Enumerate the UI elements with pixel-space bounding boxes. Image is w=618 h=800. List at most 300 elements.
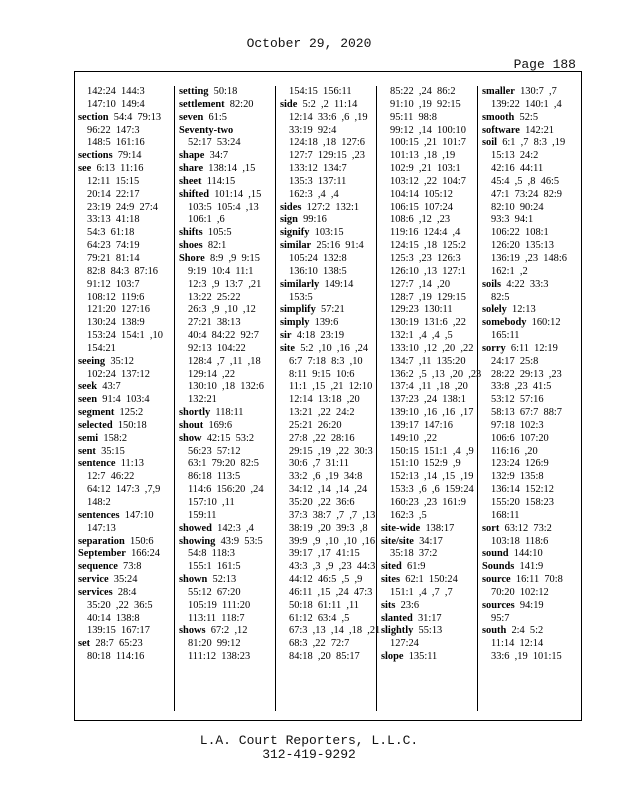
index-continuation: 165:11 — [491, 330, 520, 342]
index-entry — [280, 304, 380, 317]
index-entry — [381, 613, 481, 626]
index-continuation: 134:7 ,11 135:20 — [390, 355, 466, 367]
index-continuation: 157:10 ,11 — [188, 497, 235, 508]
index-term: sorry — [482, 342, 506, 354]
index-entry — [381, 523, 481, 536]
index-continuation: 35:20 ,22 36:6 — [289, 497, 355, 508]
index-entry — [78, 587, 178, 600]
page-line-refs: 16:11 70:8 — [510, 574, 563, 586]
index-continuation: 44:12 46:5 ,5 ,9 — [289, 574, 363, 586]
index-term: Seventy-two — [179, 124, 234, 136]
index-continuation: 11:1 ,15 ,21 12:10 — [289, 381, 373, 393]
index-entry — [280, 240, 380, 253]
page-line-refs: 99:16 — [297, 214, 327, 226]
page-line-refs: 127:2 132:1 — [301, 201, 360, 213]
index-entry — [78, 433, 178, 446]
page-line-refs: 138:17 — [420, 522, 455, 534]
index-continuation: 154:15 156:11 — [289, 86, 352, 97]
page-line-refs: 8:9 ,9 9:15 — [204, 252, 260, 264]
index-continuation: 37:3 38:7 ,7 ,7 ,13 — [289, 509, 376, 521]
index-continuation: 64:12 147:3 ,7,9 — [87, 484, 161, 496]
index-term: semi — [78, 432, 99, 444]
index-term: soils — [482, 278, 502, 290]
index-continuation: 155:20 158:23 — [491, 497, 554, 508]
page-line-refs: 101:14 ,15 — [209, 188, 262, 200]
index-term: sentence — [78, 458, 116, 470]
index-entry — [179, 523, 279, 536]
index-entry — [482, 343, 582, 356]
page-line-refs: 82:1 — [202, 240, 227, 252]
index-continuation: 96:22 147:3 — [87, 124, 140, 136]
index-continuation: 102:24 137:12 — [87, 368, 150, 380]
index-continuation: 6:7 7:18 8:3 ,10 — [289, 355, 363, 367]
index-entry — [381, 651, 481, 664]
index-term: show — [179, 432, 202, 444]
page-line-refs: 142:21 — [519, 124, 554, 136]
index-term: simply — [280, 317, 310, 329]
index-term: sources — [482, 599, 515, 611]
index-term: similar — [280, 240, 312, 252]
index-entry — [78, 510, 178, 523]
index-continuation: 35:18 37:2 — [390, 548, 438, 560]
page-line-refs: 52:13 — [207, 574, 237, 586]
index-continuation: 103:5 105:4 ,13 — [188, 201, 259, 213]
index-continuation: 47:1 73:24 82:9 — [491, 188, 563, 200]
index-term: signify — [280, 227, 310, 239]
index-entry — [381, 561, 481, 574]
index-column-1 — [78, 86, 178, 711]
index-continuation: 106:6 107:20 — [491, 432, 549, 444]
index-continuation: 34:12 ,14 ,14 ,24 — [289, 484, 368, 496]
index-entry — [280, 227, 380, 240]
index-column-2 — [179, 86, 279, 711]
index-continuation: 124:18 ,18 127:6 — [289, 137, 365, 149]
index-entry — [482, 125, 582, 138]
index-entry — [280, 214, 380, 227]
index-entry — [78, 112, 178, 125]
page-line-refs: 4:18 23:19 — [291, 330, 345, 342]
index-entry — [78, 407, 178, 420]
index-continuation: 125:3 ,23 126:3 — [390, 252, 461, 264]
index-continuation: 99:12 ,14 100:10 — [390, 124, 466, 136]
index-entry — [179, 227, 279, 240]
index-continuation: 139:15 167:17 — [87, 625, 150, 637]
index-continuation: 114:6 156:20 ,24 — [188, 484, 264, 496]
index-term: shortly — [179, 407, 211, 419]
index-continuation: 91:12 103:7 — [87, 278, 140, 290]
index-entry — [482, 86, 582, 99]
index-continuation: 103:12 ,22 104:7 — [390, 175, 466, 187]
page-line-refs: 158:2 — [98, 432, 128, 444]
index-term: see — [78, 163, 92, 175]
index-continuation: 43:3 ,3 ,9 ,23 44:3 — [289, 561, 376, 573]
index-continuation: 42:16 44:11 — [491, 163, 544, 175]
index-entry — [482, 304, 582, 317]
index-entry — [78, 536, 178, 549]
index-continuation: 147:10 149:4 — [87, 98, 145, 110]
index-term: seek — [78, 381, 98, 393]
index-entry — [179, 253, 279, 266]
index-continuation: 95:11 98:8 — [390, 111, 437, 123]
index-term: segment — [78, 407, 115, 419]
index-continuation: 148:5 161:16 — [87, 137, 145, 149]
index-continuation: 13:22 25:22 — [188, 291, 241, 303]
index-continuation: 130:10 ,18 132:6 — [188, 381, 264, 393]
index-term: Shore — [179, 252, 205, 264]
index-continuation: 46:11 ,15 ,24 47:3 — [289, 586, 373, 598]
index-continuation: 68:3 ,22 72:7 — [289, 638, 350, 650]
index-continuation: 95:7 — [491, 612, 510, 624]
index-continuation: 126:10 ,13 127:1 — [390, 265, 466, 277]
index-continuation: 70:20 102:12 — [491, 586, 549, 598]
index-entry — [78, 458, 178, 471]
index-continuation: 82:8 84:3 87:16 — [87, 265, 159, 277]
page-line-refs: 6:1 ,7 8:3 ,19 — [497, 137, 566, 149]
page-line-refs: 5:2 ,10 ,16 ,24 — [295, 342, 369, 354]
index-entry — [179, 163, 279, 176]
index-continuation: 12:7 46:22 — [87, 471, 135, 483]
index-term: software — [482, 124, 520, 136]
page-line-refs: 5:2 ,2 11:14 — [297, 98, 358, 110]
index-entry — [280, 99, 380, 112]
index-continuation: 168:11 — [491, 509, 520, 521]
index-continuation: 40:4 84:22 92:7 — [188, 330, 260, 342]
page-line-refs: 12:13 — [506, 304, 536, 316]
page-line-refs: 54:4 79:13 — [108, 111, 162, 123]
index-continuation: 27:21 38:13 — [188, 317, 241, 329]
index-continuation: 84:18 ,20 85:17 — [289, 651, 360, 663]
page-line-refs: 105:5 — [202, 227, 232, 239]
page-line-refs: 35:15 — [95, 445, 125, 457]
index-continuation: 52:17 53:24 — [188, 137, 241, 149]
index-continuation: 103:18 118:6 — [491, 535, 549, 547]
index-term: sort — [482, 522, 500, 534]
index-entry — [280, 279, 380, 292]
index-entry — [179, 86, 279, 99]
page-line-refs: 82:20 — [224, 98, 254, 110]
index-entry — [179, 625, 279, 638]
index-continuation: 132:1 ,4 ,4 ,5 — [390, 330, 453, 342]
index-continuation: 30:6 ,7 31:11 — [289, 458, 349, 470]
index-entry — [381, 600, 481, 613]
page-line-refs: 34:17 — [413, 535, 443, 547]
index-continuation: 108:6 ,12 ,23 — [390, 214, 451, 226]
index-term: sign — [280, 214, 298, 226]
page-line-refs: 62:1 150:24 — [400, 574, 458, 586]
index-entry — [482, 600, 582, 613]
index-term: shout — [179, 419, 204, 431]
index-continuation: 54:3 61:18 — [87, 227, 135, 239]
page-line-refs: 28:7 65:23 — [90, 638, 143, 650]
index-continuation: 132:21 — [188, 394, 217, 406]
index-continuation: 27:8 ,22 28:16 — [289, 432, 355, 444]
index-continuation: 35:20 ,22 36:5 — [87, 599, 153, 611]
index-entry — [78, 394, 178, 407]
index-continuation: 8:11 9:15 10:6 — [289, 368, 355, 380]
page-line-refs: 57:21 — [315, 304, 345, 316]
page-line-refs: 141:9 — [514, 561, 544, 573]
index-continuation: 15:13 24:2 — [491, 150, 539, 162]
footer-phone: 312-419-9292 — [262, 747, 356, 762]
page-line-refs: 147:10 — [119, 509, 154, 521]
index-term: service — [78, 574, 109, 586]
index-continuation: 63:1 79:20 82:5 — [188, 458, 260, 470]
index-continuation: 136:10 138:5 — [289, 265, 347, 277]
index-continuation: 54:8 118:3 — [188, 548, 235, 560]
index-continuation: 24:17 25:8 — [491, 355, 539, 367]
index-term: slightly — [381, 625, 414, 637]
index-continuation: 132:9 135:8 — [491, 471, 544, 483]
index-continuation: 149:10 ,22 — [390, 432, 438, 444]
page-line-refs: 125:2 — [114, 407, 144, 419]
index-term: sound — [482, 548, 509, 560]
index-continuation: 86:18 113:5 — [188, 471, 241, 483]
index-continuation: 28:22 29:13 ,23 — [491, 368, 562, 380]
index-continuation: 136:19 ,23 148:6 — [491, 252, 567, 264]
index-continuation: 12:14 13:18 ,20 — [289, 394, 360, 406]
index-term: separation — [78, 535, 125, 547]
page-line-refs: 55:13 — [413, 625, 443, 637]
index-entry — [78, 356, 178, 369]
index-continuation: 102:9 ,21 103:1 — [390, 163, 461, 175]
index-continuation: 100:15 ,21 101:7 — [390, 137, 466, 149]
page-line-refs: 2:4 5:2 — [506, 625, 544, 637]
index-continuation: 139:17 147:16 — [390, 419, 453, 431]
index-continuation: 45:4 ,5 ,8 46:5 — [491, 175, 560, 187]
index-continuation: 91:10 ,19 92:15 — [390, 98, 461, 110]
index-term: sites — [381, 574, 401, 586]
index-continuation: 80:18 114:16 — [87, 651, 145, 663]
index-continuation: 13:21 ,22 24:2 — [289, 407, 355, 419]
index-entry — [78, 548, 178, 561]
index-term: similarly — [280, 278, 320, 290]
page-line-refs: 34:7 — [204, 150, 229, 162]
page-line-refs: 52:5 — [514, 111, 539, 123]
index-entry — [78, 163, 178, 176]
index-term: sent — [78, 445, 96, 457]
page-line-refs: 118:11 — [210, 407, 244, 419]
index-entry — [482, 625, 582, 638]
index-continuation: 33:13 41:18 — [87, 214, 140, 226]
index-continuation: 150:15 151:1 ,4 ,9 — [390, 445, 474, 457]
index-continuation: 151:10 152:9 ,9 — [390, 458, 461, 470]
index-entry — [179, 189, 279, 202]
index-continuation: 39:9 ,9 ,10 ,10 ,16 — [289, 535, 376, 547]
index-term: seven — [179, 111, 204, 123]
index-term: shifts — [179, 227, 203, 239]
index-term: September — [78, 548, 126, 560]
index-entry — [179, 240, 279, 253]
index-continuation: 53:12 57:16 — [491, 394, 544, 406]
index-entry — [381, 536, 481, 549]
index-entry — [78, 446, 178, 459]
page-line-refs: 25:16 91:4 — [311, 240, 364, 252]
index-term: sequence — [78, 561, 118, 573]
index-continuation: 79:21 81:14 — [87, 252, 140, 264]
index-entry — [482, 112, 582, 125]
index-term: sited — [381, 561, 402, 573]
index-term: shoes — [179, 240, 203, 252]
index-continuation: 67:3 ,13 ,14 ,18 ,21 — [289, 625, 381, 637]
index-term: simplify — [280, 304, 316, 316]
index-term: site/site — [381, 535, 414, 547]
page-line-refs: 139:6 — [309, 317, 339, 329]
index-continuation: 26:3 ,9 ,10 ,12 — [188, 304, 256, 316]
page-line-refs: 35:12 — [105, 355, 135, 367]
page-line-refs: 169:6 — [203, 419, 233, 431]
page-line-refs: 43:9 53:5 — [215, 535, 263, 547]
page-line-refs: 67:2 ,12 — [205, 625, 248, 637]
index-continuation: 55:12 67:20 — [188, 586, 241, 598]
index-entry — [179, 407, 279, 420]
index-continuation: 64:23 74:19 — [87, 240, 140, 252]
index-entry — [179, 420, 279, 433]
index-continuation: 139:10 ,16 ,16 ,17 — [390, 407, 474, 419]
page-line-refs: 142:3 ,4 — [211, 522, 254, 534]
index-term: sections — [78, 150, 113, 162]
index-continuation: 152:13 ,14 ,15 ,19 — [390, 471, 474, 483]
index-continuation: 147:13 — [87, 522, 116, 534]
index-continuation: 106:15 107:24 — [390, 201, 453, 213]
index-continuation: 56:23 57:12 — [188, 445, 241, 457]
index-continuation: 104:14 105:12 — [390, 188, 453, 200]
index-continuation: 159:11 — [188, 509, 217, 521]
index-continuation: 119:16 124:4 ,4 — [390, 227, 461, 239]
index-term: slope — [381, 651, 404, 663]
index-term: set — [78, 638, 91, 650]
index-continuation: 82:10 90:24 — [491, 201, 544, 213]
index-continuation: 142:24 144:3 — [87, 86, 145, 97]
page-line-refs: 150:6 — [124, 535, 154, 547]
index-entry — [482, 523, 582, 536]
index-term: solely — [482, 304, 507, 316]
index-continuation: 40:14 138:8 — [87, 612, 140, 624]
page-line-refs: 4:22 33:3 — [501, 278, 549, 290]
page-line-refs: 135:11 — [403, 651, 438, 663]
index-continuation: 160:23 ,23 161:9 — [390, 497, 466, 508]
index-term: seeing — [78, 355, 106, 367]
index-continuation: 33:19 92:4 — [289, 124, 337, 136]
index-term: south — [482, 625, 507, 637]
index-continuation: 33:6 ,19 101:15 — [491, 651, 562, 663]
index-column-4 — [381, 86, 481, 711]
index-continuation: 93:3 94:1 — [491, 214, 534, 226]
index-entry — [381, 574, 481, 587]
index-entry — [482, 317, 582, 330]
index-continuation: 151:1 ,4 ,7 ,7 — [390, 586, 453, 598]
index-term: sides — [280, 201, 302, 213]
index-term: Sounds — [482, 561, 515, 573]
page-number: Page 188 — [513, 57, 576, 72]
index-entry — [179, 433, 279, 446]
index-term: sheet — [179, 175, 202, 187]
index-continuation: 130:19 131:6 ,22 — [390, 317, 466, 329]
index-entry — [78, 638, 178, 651]
index-continuation: 116:16 ,20 — [491, 445, 538, 457]
footer-company: L.A. Court Reporters, L.L.C. — [199, 733, 419, 748]
index-continuation: 9:19 10:4 11:1 — [188, 265, 254, 277]
index-continuation: 33:8 ,23 41:5 — [491, 381, 552, 393]
index-term: smooth — [482, 111, 515, 123]
index-term: side — [280, 98, 298, 110]
index-continuation: 105:24 132:8 — [289, 252, 347, 264]
index-continuation: 11:14 12:14 — [491, 638, 544, 650]
page-line-refs: 28:4 — [112, 586, 137, 598]
index-continuation: 155:1 161:5 — [188, 561, 241, 573]
index-continuation: 85:22 ,24 86:2 — [390, 86, 456, 97]
page-line-refs: 160:12 — [526, 317, 561, 329]
index-continuation: 139:22 140:1 ,4 — [491, 98, 562, 110]
index-entry — [381, 625, 481, 638]
index-continuation: 153:3 ,6 ,6 159:24 — [390, 484, 474, 496]
index-continuation: 127:24 — [390, 638, 419, 650]
index-term: seen — [78, 394, 98, 406]
index-entry — [280, 317, 380, 330]
index-term: soil — [482, 137, 498, 149]
index-continuation: 105:19 111:20 — [188, 599, 251, 611]
index-entry — [78, 150, 178, 163]
index-continuation: 29:15 ,19 ,22 30:3 — [289, 445, 373, 457]
index-continuation: 58:13 67:7 88:7 — [491, 407, 563, 419]
index-term: slanted — [381, 612, 413, 624]
index-continuation: 12:3 ,9 13:7 ,21 — [188, 278, 262, 290]
index-term: site — [280, 342, 296, 354]
page-line-refs: 73:8 — [117, 561, 142, 573]
index-continuation: 130:24 138:9 — [87, 317, 145, 329]
page-line-refs: 79:14 — [112, 150, 142, 162]
index-entry — [179, 125, 279, 138]
page-line-refs: 114:15 — [201, 175, 236, 187]
page-line-refs: 103:15 — [309, 227, 344, 239]
index-term: shape — [179, 150, 205, 162]
page-line-refs: 35:24 — [108, 574, 138, 586]
index-continuation: 129:14 ,22 — [188, 368, 236, 380]
page-line-refs: 42:15 53:2 — [201, 432, 255, 444]
index-entry — [179, 99, 279, 112]
index-term: site-wide — [381, 522, 421, 534]
index-column-3 — [280, 86, 380, 711]
index-continuation: 61:12 63:4 ,5 — [289, 612, 350, 624]
index-term: shifted — [179, 188, 210, 200]
index-continuation: 23:19 24:9 27:4 — [87, 201, 159, 213]
index-continuation: 106:22 108:1 — [491, 227, 549, 239]
index-continuation: 162:3 ,5 — [390, 509, 427, 521]
index-entry — [482, 561, 582, 574]
index-entry — [482, 137, 582, 150]
page-line-refs: 6:11 12:19 — [505, 342, 558, 354]
index-entry — [280, 330, 380, 343]
page-line-refs: 94:19 — [514, 599, 544, 611]
page-line-refs: 31:17 — [412, 612, 442, 624]
index-term: share — [179, 163, 204, 175]
index-entry — [78, 574, 178, 587]
page-line-refs: 50:18 — [208, 86, 238, 97]
index-continuation: 81:20 99:12 — [188, 638, 241, 650]
index-entry — [179, 150, 279, 163]
index-continuation: 50:18 61:11 ,11 — [289, 599, 359, 611]
index-entry — [179, 536, 279, 549]
header-date: October 29, 2020 — [246, 36, 372, 51]
index-continuation: 82:5 — [491, 291, 510, 303]
index-entry — [280, 343, 380, 356]
index-continuation: 154:21 — [87, 342, 116, 354]
index-entry — [482, 279, 582, 292]
index-term: source — [482, 574, 511, 586]
index-continuation: 162:3 ,4 ,4 — [289, 188, 339, 200]
index-entry — [179, 574, 279, 587]
page-line-refs: 138:14 ,15 — [203, 163, 256, 175]
index-continuation: 153:24 154:1 ,10 — [87, 330, 163, 342]
